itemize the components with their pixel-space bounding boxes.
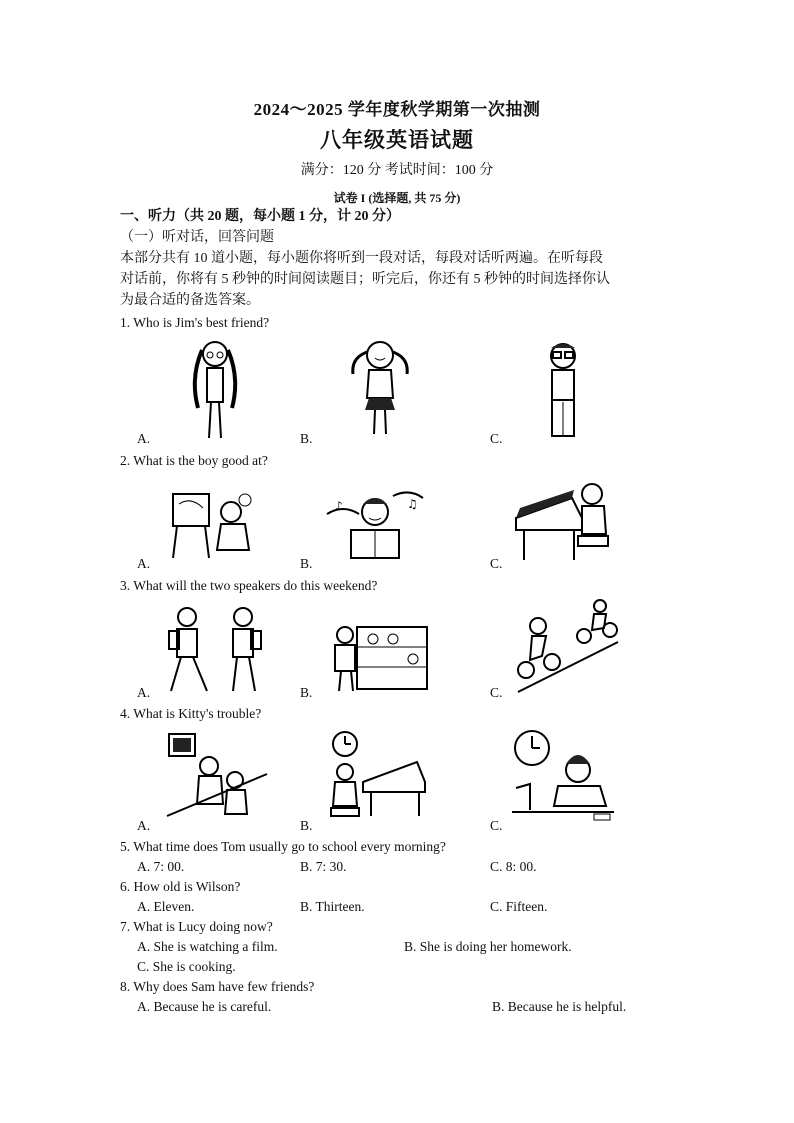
- boy-piano-icon: [512, 478, 616, 564]
- boy-painting-icon: [165, 480, 265, 562]
- subject-title: 八年级英语试题: [320, 128, 474, 152]
- cycling-icon: [512, 598, 620, 694]
- instruction-line-1: 本部分共有 10 道小题，每小题你将听到一段对话，每段对话听两遍。在听每段: [120, 251, 603, 266]
- paper-label: 试卷 I (选择题, 共 75 分): [333, 191, 461, 205]
- score-time-info: 满分：120 分 考试时间：100 分: [300, 163, 494, 178]
- q6-option-b[interactable]: B. Thirteen.: [300, 899, 365, 914]
- q5-option-c[interactable]: C. 8: 00.: [490, 859, 537, 874]
- boy-glasses-icon: [538, 340, 588, 442]
- homework-clock-icon: [510, 728, 618, 824]
- question-2: 2. What is the boy good at?: [120, 453, 268, 468]
- girl-pigtails-icon: [345, 338, 415, 438]
- instruction-line-2: 对话前，你将有 5 秒钟的时间阅读题目；听完后，你还有 5 秒钟的时间选择你认: [120, 272, 610, 287]
- girl-curly-hair-glasses-icon: [180, 338, 250, 442]
- q2-option-c[interactable]: C.: [490, 556, 503, 571]
- q6-option-a[interactable]: A. Eleven.: [137, 899, 195, 914]
- tv-family-icon: [163, 728, 269, 820]
- q1-option-a[interactable]: A.: [137, 431, 151, 446]
- question-6: 6. How old is Wilson?: [120, 879, 241, 894]
- q7-option-c[interactable]: C. She is cooking.: [137, 959, 236, 974]
- piano-clock-icon: [323, 730, 429, 820]
- q2-option-b[interactable]: B.: [300, 556, 313, 571]
- question-7: 7. What is Lucy doing now?: [120, 919, 273, 934]
- q2-option-a[interactable]: A.: [137, 556, 151, 571]
- q3-option-a[interactable]: A.: [137, 685, 151, 700]
- question-5: 5. What time does Tom usually go to school every morning?: [120, 839, 446, 854]
- question-8: 8. Why does Sam have few friends?: [120, 979, 315, 994]
- q4-option-a[interactable]: A.: [137, 818, 151, 833]
- q5-option-a[interactable]: A. 7: 00.: [137, 859, 185, 874]
- q4-option-b[interactable]: B.: [300, 818, 313, 833]
- section-listening-title: 一、听力（共 20 题，每小题 1 分，计 20 分）: [120, 209, 400, 224]
- question-4: 4. What is Kitty's trouble?: [120, 706, 262, 721]
- question-3: 3. What will the two speakers do this weekend?: [120, 578, 378, 593]
- q7-option-a[interactable]: A. She is watching a film.: [137, 939, 278, 954]
- q1-option-b[interactable]: B.: [300, 431, 313, 446]
- q8-option-b[interactable]: B. Because he is helpful.: [492, 999, 627, 1014]
- subsection-title: （一）听对话，回答问题: [120, 230, 274, 245]
- q1-option-c[interactable]: C.: [490, 431, 503, 446]
- svg-text:♪: ♪: [335, 499, 343, 513]
- svg-text:♫: ♫: [407, 497, 418, 511]
- q4-option-c[interactable]: C.: [490, 818, 503, 833]
- hiking-icon: [163, 605, 273, 695]
- instruction-line-3: 为最合适的备选答案。: [120, 293, 260, 308]
- shopping-icon: [323, 623, 431, 693]
- exam-title: 2024～2025 学年度秋学期第一次抽测: [253, 100, 541, 119]
- boy-singing-icon: [323, 484, 428, 562]
- q7-option-b[interactable]: B. She is doing her homework.: [404, 939, 572, 954]
- q8-option-a[interactable]: A. Because he is careful.: [137, 999, 272, 1014]
- question-1: 1. Who is Jim's best friend?: [120, 315, 270, 330]
- q3-option-c[interactable]: C.: [490, 685, 503, 700]
- q6-option-c[interactable]: C. Fifteen.: [490, 899, 548, 914]
- q5-option-b[interactable]: B. 7: 30.: [300, 859, 347, 874]
- q3-option-b[interactable]: B.: [300, 685, 313, 700]
